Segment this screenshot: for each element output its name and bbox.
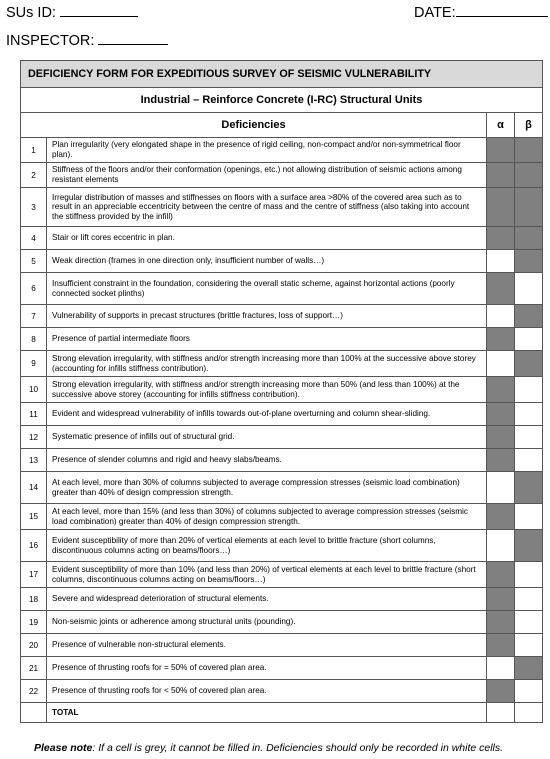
deficiency-description: Presence of slender columns and rigid and heavy slabs/beams. [47,449,487,472]
row-number: 12 [21,426,47,449]
deficiency-description: Presence of thrusting roofs for = 50% of covered plan area. [47,657,487,680]
deficiency-description: Irregular distribution of masses and stiffnesses on floors with a surface area >80% of the covered area such as to result in an appreciable eccentricity between the centre of mass and the centre of stiffness (also taking into account the stiffness provided by the infill) [47,188,487,227]
alpha-cell-disabled [486,611,514,634]
beta-cell-disabled [514,530,542,562]
alpha-cell-disabled [486,449,514,472]
alpha-cell-disabled [486,163,514,188]
deficiency-row [21,530,543,562]
date-blank [456,5,548,17]
beta-cell-disabled [514,657,542,680]
deficiency-form-table [20,60,543,723]
alpha-cell[interactable] [486,351,514,377]
date-field [414,5,548,21]
total-row [21,703,543,723]
deficiency-row [21,611,543,634]
beta-cell[interactable] [514,562,542,588]
deficiency-description: Severe and widespread deterioration of structural elements. [47,588,487,611]
beta-cell[interactable] [514,328,542,351]
deficiency-description: Evident susceptibility of more than 10% (and less than 20%) of vertical elements at each level to brittle fracture (short columns, discontinuous columns acting on beams/floors…) [47,562,487,588]
beta-cell[interactable] [514,588,542,611]
alpha-cell-disabled [486,227,514,250]
deficiency-row [21,377,543,403]
beta-cell-disabled [514,227,542,250]
deficiency-row [21,163,543,188]
alpha-cell[interactable] [486,472,514,504]
deficiency-row [21,680,543,703]
total-row-number [21,703,47,723]
column-header-deficiencies: Deficiencies [21,113,487,138]
column-header-alpha: α [486,113,514,138]
deficiency-row [21,472,543,504]
beta-cell[interactable] [514,377,542,403]
inspector-blank [98,33,168,45]
deficiency-description: Systematic presence of infills out of structural grid. [47,426,487,449]
date-label: DATE: [414,5,456,21]
column-header-beta: β [514,113,542,138]
deficiency-row [21,227,543,250]
deficiency-description: Stair or lift cores eccentric in plan. [47,227,487,250]
deficiency-row [21,426,543,449]
sus-id-label: SUs ID: [6,5,56,21]
beta-cell-disabled [514,472,542,504]
deficiency-row [21,562,543,588]
beta-cell[interactable] [514,273,542,305]
beta-cell[interactable] [514,504,542,530]
beta-total-cell[interactable] [514,703,542,723]
deficiency-description: Vulnerability of supports in precast structures (brittle fractures, loss of support…) [47,305,487,328]
row-number: 22 [21,680,47,703]
row-number: 20 [21,634,47,657]
beta-cell-disabled [514,138,542,163]
alpha-total-cell[interactable] [486,703,514,723]
row-number: 13 [21,449,47,472]
alpha-cell-disabled [486,328,514,351]
beta-cell[interactable] [514,449,542,472]
deficiency-row [21,351,543,377]
beta-cell-disabled [514,305,542,328]
deficiency-description: Presence of partial intermediate floors [47,328,487,351]
row-number: 10 [21,377,47,403]
row-number: 9 [21,351,47,377]
alpha-cell-disabled [486,377,514,403]
note-text: : If a cell is grey, it cannot be filled in. Deficiencies should only be recorded in white cells. [92,742,504,754]
deficiency-row [21,634,543,657]
alpha-cell-disabled [486,634,514,657]
beta-cell-disabled [514,250,542,273]
row-number: 3 [21,188,47,227]
alpha-cell-disabled [486,273,514,305]
sus-id-blank [60,5,138,17]
alpha-cell-disabled [486,588,514,611]
alpha-cell[interactable] [486,305,514,328]
row-number: 16 [21,530,47,562]
form-subtitle: Industrial – Reinforce Concrete (I-RC) Structural Units [21,88,543,113]
alpha-cell[interactable] [486,657,514,680]
total-label: TOTAL [47,703,487,723]
alpha-cell[interactable] [486,250,514,273]
deficiency-description: Plan irregularity (very elongated shape in the presence of rigid ceiling, non-compact and/or non-symmetrical floor plan). [47,138,487,163]
row-number: 17 [21,562,47,588]
deficiency-row [21,328,543,351]
row-number: 8 [21,328,47,351]
note-lead: Please note [34,742,93,754]
sus-id-field [6,5,138,21]
deficiency-description: Non-seismic joints or adherence among structural units (pounding). [47,611,487,634]
form-title: DEFICIENCY FORM FOR EXPEDITIOUS SURVEY OF SEISMIC VULNERABILITY [21,61,543,88]
row-number: 11 [21,403,47,426]
form-note [34,742,503,754]
alpha-cell-disabled [486,138,514,163]
row-number: 18 [21,588,47,611]
row-number: 14 [21,472,47,504]
row-number: 19 [21,611,47,634]
alpha-cell-disabled [486,188,514,227]
deficiency-row [21,250,543,273]
inspector-field [6,33,168,49]
alpha-cell-disabled [486,562,514,588]
inspector-label: INSPECTOR: [6,33,95,49]
deficiency-description: At each level, more than 15% (and less than 30%) of columns subjected to average compression stresses (seismic load combination) greater than 40% of design compression strength. [47,504,487,530]
alpha-cell-disabled [486,680,514,703]
row-number: 2 [21,163,47,188]
beta-cell[interactable] [514,426,542,449]
deficiency-row [21,188,543,227]
row-number: 15 [21,504,47,530]
deficiency-description: Evident susceptibility of more than 20% of vertical elements at each level to brittle fracture (short columns, discontinuous columns acting on beams/floors…) [47,530,487,562]
deficiency-description: Strong elevation irregularity, with stiffness and/or strength increasing more than 100% at the successive above storey (accounting for infills stiffness contribution). [47,351,487,377]
alpha-cell-disabled [486,426,514,449]
deficiency-row [21,588,543,611]
deficiency-description: Stiffness of the floors and/or their conformation (openings, etc.) not allowing distribution of seismic actions among resistant elements [47,163,487,188]
row-number: 1 [21,138,47,163]
alpha-cell[interactable] [486,530,514,562]
deficiency-description: Evident and widespread vulnerability of infills towards out-of-plane overturning and column shear-sliding. [47,403,487,426]
alpha-cell-disabled [486,403,514,426]
alpha-cell-disabled [486,504,514,530]
deficiency-row [21,449,543,472]
row-number: 21 [21,657,47,680]
beta-cell-disabled [514,351,542,377]
deficiency-description: Weak direction (frames in one direction only, insufficient number of walls…) [47,250,487,273]
deficiency-row [21,657,543,680]
deficiency-description: Presence of thrusting roofs for < 50% of covered plan area. [47,680,487,703]
deficiency-row [21,305,543,328]
deficiency-row [21,403,543,426]
row-number: 4 [21,227,47,250]
beta-cell[interactable] [514,611,542,634]
deficiency-row [21,504,543,530]
deficiency-description: Presence of vulnerable non-structural elements. [47,634,487,657]
deficiency-description: At each level, more than 30% of columns subjected to average compression stresses (seismic load combination) greater than 40% of design compression strength. [47,472,487,504]
beta-cell-disabled [514,188,542,227]
row-number: 5 [21,250,47,273]
beta-cell[interactable] [514,634,542,657]
deficiency-description: Strong elevation irregularity, with stiffness and/or strength increasing more than 50% (and less than 100%) at the successive above storey (accounting for infills stiffness contribution). [47,377,487,403]
deficiency-row [21,273,543,305]
beta-cell[interactable] [514,403,542,426]
beta-cell[interactable] [514,680,542,703]
row-number: 7 [21,305,47,328]
deficiency-row [21,138,543,163]
row-number: 6 [21,273,47,305]
beta-cell-disabled [514,163,542,188]
deficiency-description: Insufficient constraint in the foundation, considering the overall static scheme, against horizontal actions (poorly connected socket plinths) [47,273,487,305]
